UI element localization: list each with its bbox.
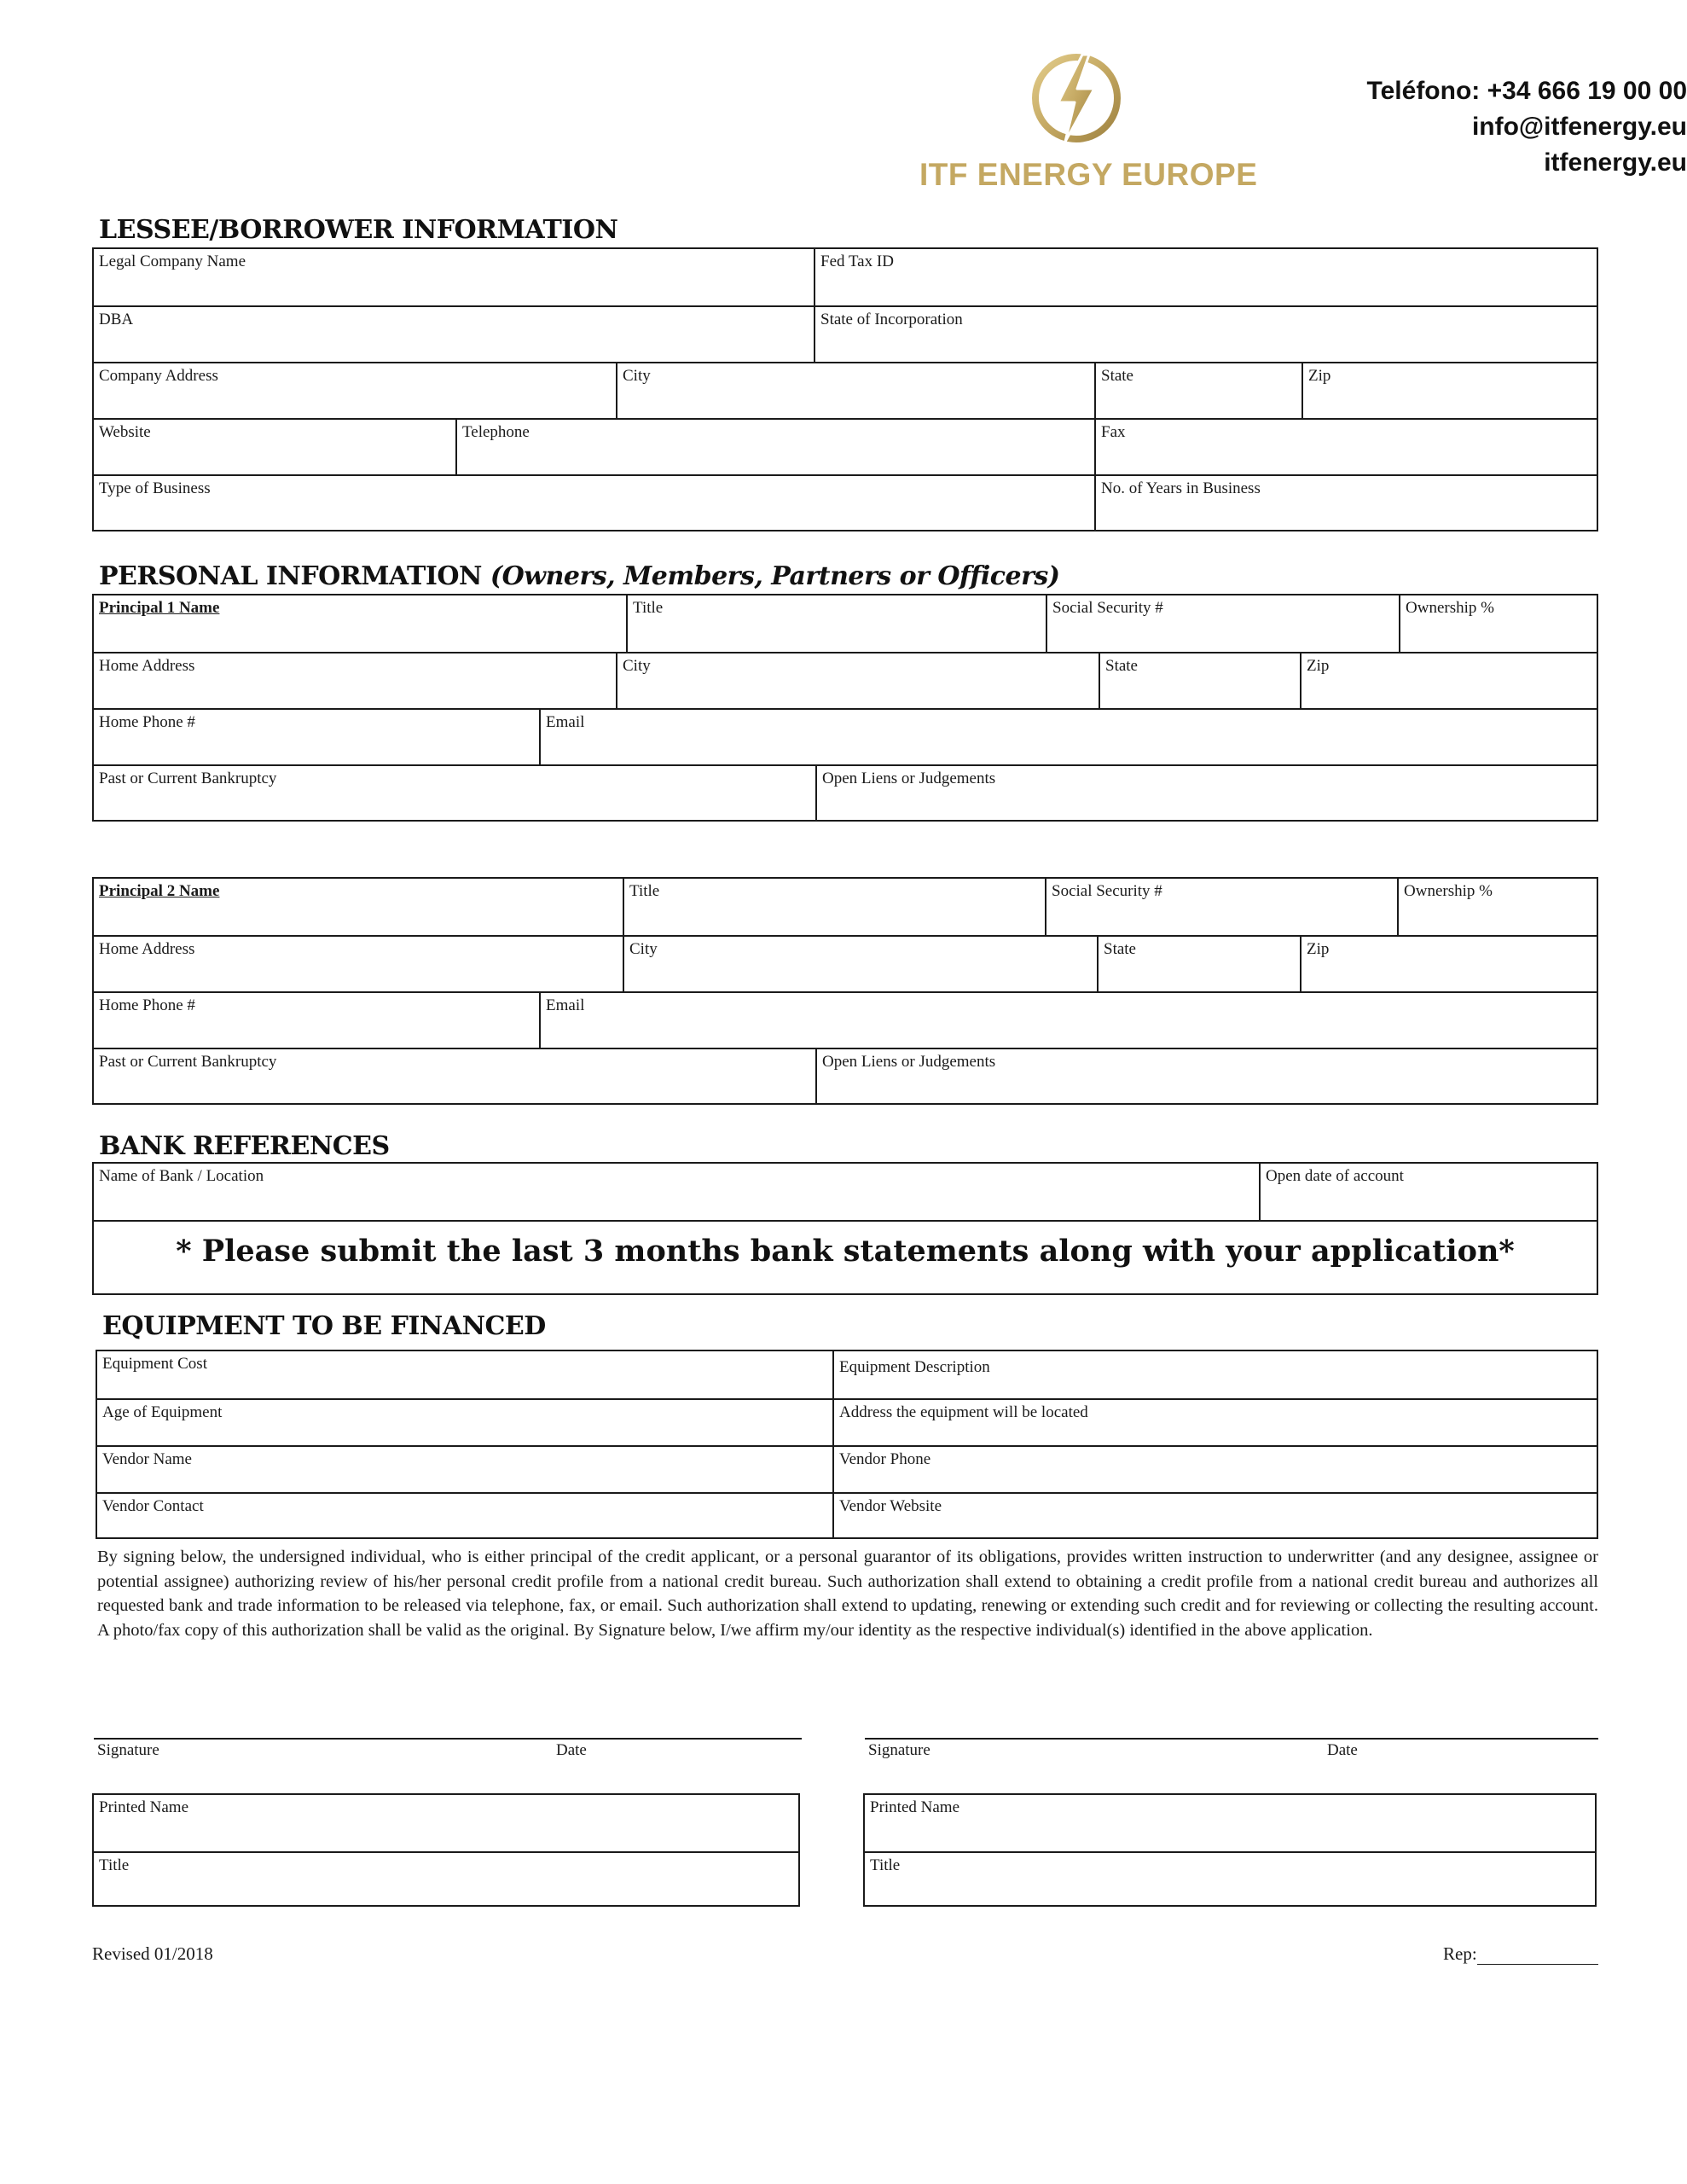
field-equipment-cost[interactable]: Equipment Cost — [102, 1355, 207, 1373]
authorization-paragraph: By signing below, the undersigned individual, who is either principal of the credit applicant, or a personal guarantor of its obligations, provides written instruction to underwritter (and any designee, assignee or potential assignee) authorizing review of his/her personal credit profile from a national credit bureau. Such authorization shall extend to obtaining a credit profile from a national credit bureau and authorizes all requested bank and trade information to be released via telephone, fax, or email. Such authorization shall extend to updating, renewing or extending such credit and for reviewing or collecting the resulting account. A photo/fax copy of this authorization shall be valid as the original. By Signature below, I/we affirm my/our identity as the respective individual(s) identified in the above application. — [97, 1548, 1598, 1640]
bank-form — [92, 1162, 1598, 1295]
personal-section-subtitle: (Owners, Members, Partners or Officers) — [490, 561, 1060, 591]
lessee-row-4 — [94, 418, 1597, 474]
field-principal-2-name[interactable]: Principal 2 Name — [99, 882, 220, 900]
field-title-2[interactable]: Title — [870, 1856, 901, 1874]
brand-name: ITF ENERGY EUROPE — [919, 157, 1258, 192]
principal-1-row-3 — [94, 708, 1597, 764]
field-principal-1-zip[interactable]: Zip — [1300, 653, 1597, 708]
bank-section-title: BANK REFERENCES — [99, 1131, 390, 1161]
field-fed-tax-id[interactable]: Fed Tax ID — [814, 249, 1597, 305]
date-label-1: Date — [556, 1741, 587, 1759]
field-type-of-business[interactable]: Type of Business — [99, 479, 211, 497]
principal-1-row-4 — [94, 764, 1597, 822]
signer-2-row-2 — [865, 1851, 1595, 1907]
equipment-row-1 — [97, 1351, 1597, 1398]
signer-2-form — [863, 1793, 1597, 1907]
field-vendor-phone[interactable]: Vendor Phone — [832, 1447, 1597, 1492]
field-principal-2-city[interactable]: City — [623, 937, 1097, 991]
principal-2-form — [92, 877, 1598, 1105]
field-open-date-of-account[interactable]: Open date of account — [1259, 1164, 1597, 1220]
bank-statements-notice: * Please submit the last 3 months bank statements along with your application* — [176, 1234, 1515, 1269]
lessee-row-5 — [94, 474, 1597, 531]
lessee-row-3 — [94, 362, 1597, 418]
field-principal-2-home-phone[interactable]: Home Phone # — [99, 996, 195, 1014]
field-fax[interactable]: Fax — [1094, 420, 1597, 474]
principal-1-form — [92, 594, 1598, 822]
rep-underline — [1477, 1947, 1598, 1965]
field-bank-name-location[interactable]: Name of Bank / Location — [99, 1167, 264, 1185]
equipment-row-3 — [97, 1445, 1597, 1492]
field-age-of-equipment[interactable]: Age of Equipment — [102, 1403, 223, 1421]
field-company-city[interactable]: City — [616, 363, 1094, 418]
field-principal-1-title[interactable]: Title — [626, 595, 1046, 652]
field-principal-2-state[interactable]: State — [1097, 937, 1300, 991]
field-principal-2-email[interactable]: Email — [539, 993, 1597, 1048]
revised-date: Revised 01/2018 — [92, 1943, 213, 1964]
lessee-row-2 — [94, 305, 1597, 362]
signer-1-row-2 — [94, 1851, 798, 1907]
signature-line-2[interactable] — [865, 1738, 1598, 1740]
field-principal-2-ssn[interactable]: Social Security # — [1045, 879, 1397, 935]
principal-2-row-2 — [94, 935, 1597, 991]
principal-2-row-3 — [94, 991, 1597, 1048]
field-principal-2-home-address[interactable]: Home Address — [99, 940, 195, 958]
field-legal-company-name[interactable]: Legal Company Name — [99, 253, 246, 270]
lessee-form — [92, 247, 1598, 531]
field-vendor-website[interactable]: Vendor Website — [832, 1494, 1597, 1539]
field-principal-1-liens[interactable]: Open Liens or Judgements — [815, 766, 1597, 822]
field-website[interactable]: Website — [99, 423, 151, 441]
signer-1-row-1 — [94, 1795, 798, 1851]
field-years-in-business[interactable]: No. of Years in Business — [1094, 476, 1597, 531]
equipment-row-2 — [97, 1398, 1597, 1445]
bank-notice-row — [94, 1220, 1597, 1295]
field-principal-2-zip[interactable]: Zip — [1300, 937, 1597, 991]
field-principal-2-title[interactable]: Title — [623, 879, 1045, 935]
signer-1-form — [92, 1793, 800, 1907]
lessee-row-1 — [94, 249, 1597, 305]
signature-label-2: Signature — [868, 1741, 930, 1759]
principal-2-row-1 — [94, 879, 1597, 935]
website-link[interactable]: itfenergy.eu — [1544, 148, 1687, 177]
date-label-2: Date — [1327, 1741, 1358, 1759]
bank-row-1 — [94, 1164, 1597, 1220]
contact-block — [89, 73, 1687, 181]
principal-2-row-4 — [94, 1048, 1597, 1105]
personal-section-title: PERSONAL INFORMATION (Owners, Members, Partners or Officers) — [99, 561, 1060, 591]
field-equipment-location[interactable]: Address the equipment will be located — [832, 1400, 1597, 1445]
signature-label-1: Signature — [97, 1741, 159, 1759]
field-principal-1-home-phone[interactable]: Home Phone # — [99, 713, 195, 731]
signer-2-row-1 — [865, 1795, 1595, 1851]
field-company-zip[interactable]: Zip — [1301, 363, 1597, 418]
field-principal-2-liens[interactable]: Open Liens or Judgements — [815, 1049, 1597, 1105]
principal-1-row-2 — [94, 652, 1597, 708]
rep-field[interactable] — [1443, 1943, 1598, 1965]
field-dba[interactable]: DBA — [99, 311, 134, 328]
field-principal-1-ssn[interactable]: Social Security # — [1046, 595, 1399, 652]
field-equipment-description[interactable]: Equipment Description — [832, 1351, 1597, 1398]
phone-text: Teléfono: +34 666 19 00 00 — [1366, 77, 1687, 105]
field-company-address[interactable]: Company Address — [99, 367, 218, 385]
field-principal-1-bankruptcy[interactable]: Past or Current Bankruptcy — [99, 770, 277, 787]
equipment-row-4 — [97, 1492, 1597, 1539]
field-principal-1-city[interactable]: City — [616, 653, 1099, 708]
field-principal-1-state[interactable]: State — [1099, 653, 1300, 708]
field-printed-name-1[interactable]: Printed Name — [99, 1798, 189, 1816]
signature-line-1[interactable] — [94, 1738, 802, 1740]
field-principal-2-bankruptcy[interactable]: Past or Current Bankruptcy — [99, 1053, 277, 1071]
field-principal-1-home-address[interactable]: Home Address — [99, 657, 195, 675]
equipment-section-title: EQUIPMENT TO BE FINANCED — [102, 1311, 546, 1341]
rep-label: Rep: — [1443, 1943, 1477, 1964]
field-principal-1-email[interactable]: Email — [539, 710, 1597, 764]
field-title-1[interactable]: Title — [99, 1856, 130, 1874]
field-principal-1-ownership[interactable]: Ownership % — [1399, 595, 1597, 652]
field-printed-name-2[interactable]: Printed Name — [870, 1798, 960, 1816]
field-principal-2-ownership[interactable]: Ownership % — [1397, 879, 1597, 935]
field-company-state[interactable]: State — [1094, 363, 1301, 418]
field-vendor-contact[interactable]: Vendor Contact — [102, 1497, 204, 1515]
equipment-form — [96, 1350, 1598, 1539]
field-state-of-incorporation[interactable]: State of Incorporation — [814, 307, 1597, 362]
field-principal-1-name[interactable]: Principal 1 Name — [99, 599, 220, 617]
field-vendor-name[interactable]: Vendor Name — [102, 1450, 192, 1468]
field-telephone[interactable]: Telephone — [455, 420, 1094, 474]
email-link[interactable]: info@itfenergy.eu — [1471, 113, 1687, 141]
lessee-section-title: LESSEE/BORROWER INFORMATION — [99, 215, 618, 245]
principal-1-row-1 — [94, 595, 1597, 652]
